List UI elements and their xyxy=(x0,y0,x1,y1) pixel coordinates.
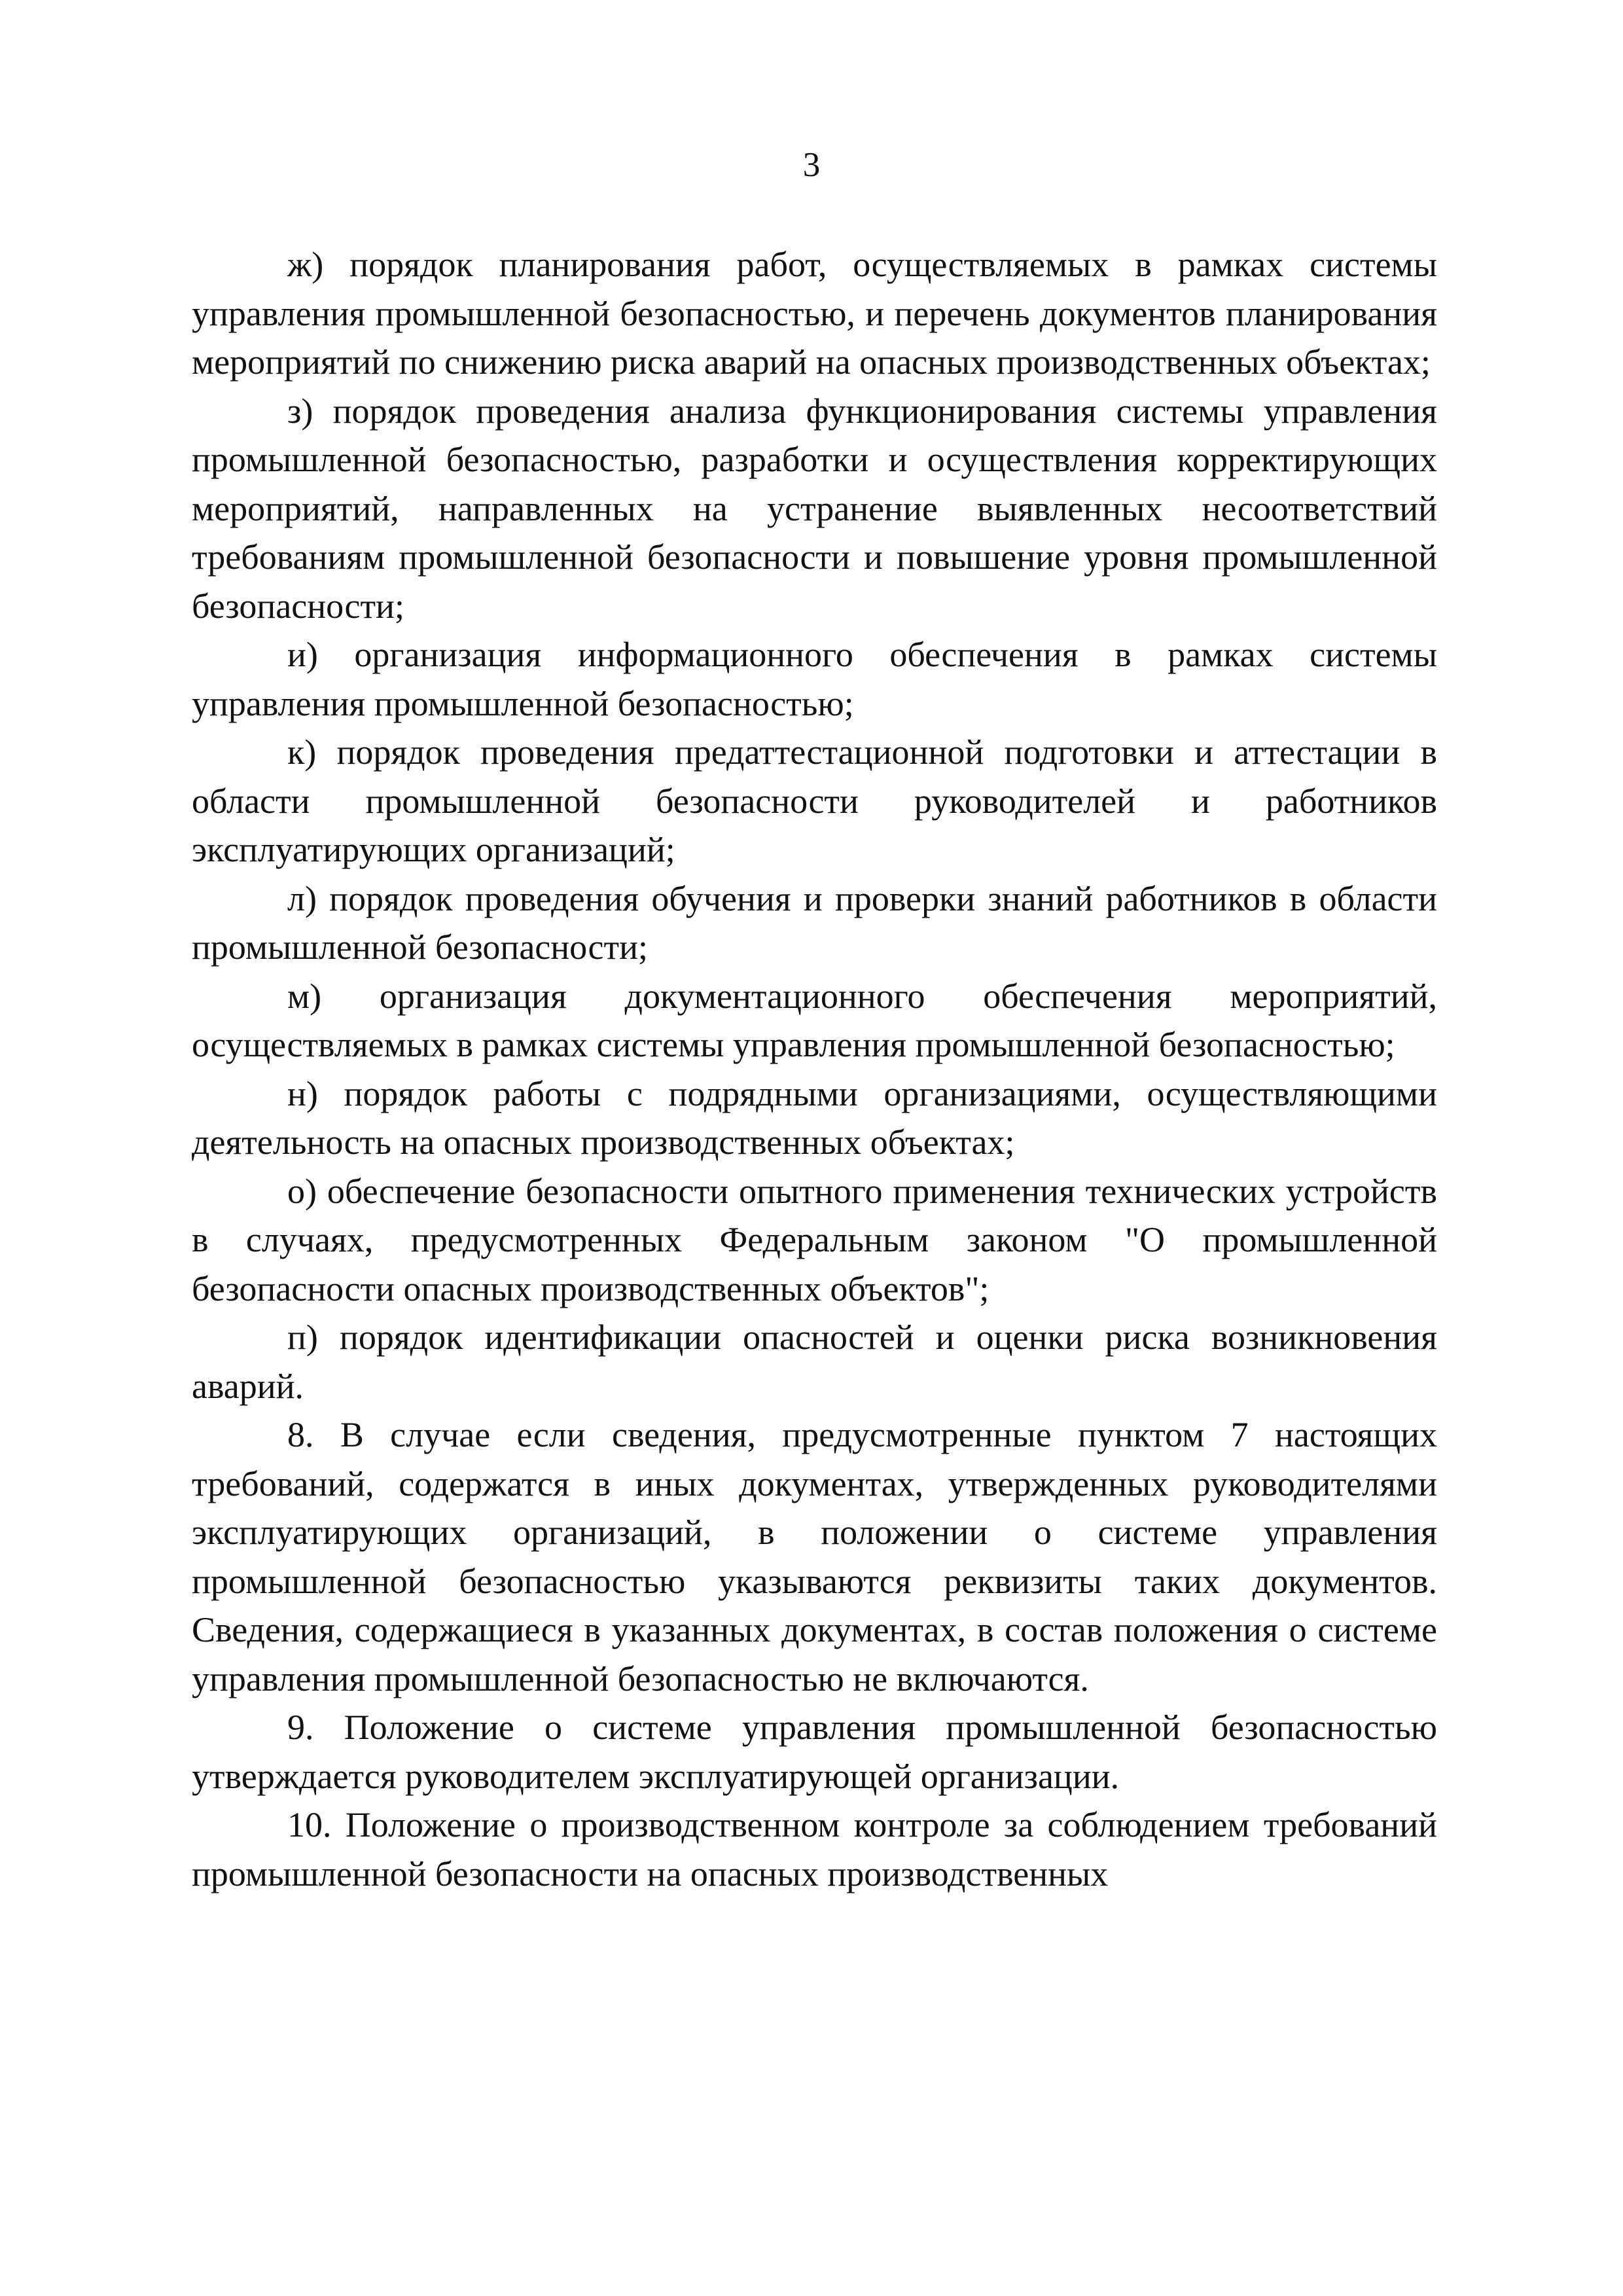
paragraph-clause-8: 8. В случае если сведения, предусмотренные пунктом 7 настоящих требований, содержатся в иных документах, утвержденных руководителями эксплуатирующих организаций, в положении о системе управления промышленной безопасностью указываются реквизиты таких документов. Сведения, содержащиеся в указанных документах, в состав положения о системе управления промышленной безопасностью не включаются. xyxy=(192,1415,1437,1698)
paragraph-item-o: о) обеспечение безопасности опытного применения технических устройств в случаях, предусмотренных Федеральным законом "О промышленной безопасности опасных производственных объектов"; xyxy=(192,1171,1437,1308)
paragraph-item-p: п) порядок идентификации опасностей и оценки риска возникновения аварий. xyxy=(192,1318,1437,1406)
paragraph-item-z: з) порядок проведения анализа функционирования системы управления промышленной безопасностью, разработки и осуществления корректирующих мероприятий, направленных на устранение выявленных несоответствий требованиям промышленной безопасности и повышение уровня промышленной безопасности; xyxy=(192,391,1437,626)
page-number: 3 xyxy=(802,146,821,184)
paragraph-item-m: м) организация документационного обеспечения мероприятий, осуществляемых в рамках системы управления промышленной безопасностью; xyxy=(192,976,1437,1064)
document-body xyxy=(192,240,1437,1898)
paragraph-item-zh: ж) порядок планирования работ, осуществляемых в рамках системы управления промышленной безопасностью, и перечень документов планирования мероприятий по снижению риска аварий на опасных производственных объектах; xyxy=(192,245,1437,382)
paragraph-item-l: л) порядок проведения обучения и проверки знаний работников в области промышленной безопасности; xyxy=(192,878,1437,967)
paragraph-clause-9: 9. Положение о системе управления промышленной безопасностью утверждается руководителем эксплуатирующей организации. xyxy=(192,1708,1437,1796)
paragraph-item-k: к) порядок проведения предаттестационной подготовки и аттестации в области промышленной безопасности руководителей и работников эксплуатирующих организаций; xyxy=(192,732,1437,869)
paragraph-item-i: и) организация информационного обеспечения в рамках системы управления промышленной безопасностью; xyxy=(192,635,1437,723)
paragraph-clause-10: 10. Положение о производственном контроле за соблюдением требований промышленной безопасности на опасных производственных xyxy=(192,1805,1437,1893)
paragraph-item-n: н) порядок работы с подрядными организациями, осуществляющими деятельность на опасных производственных объектах; xyxy=(192,1073,1437,1162)
